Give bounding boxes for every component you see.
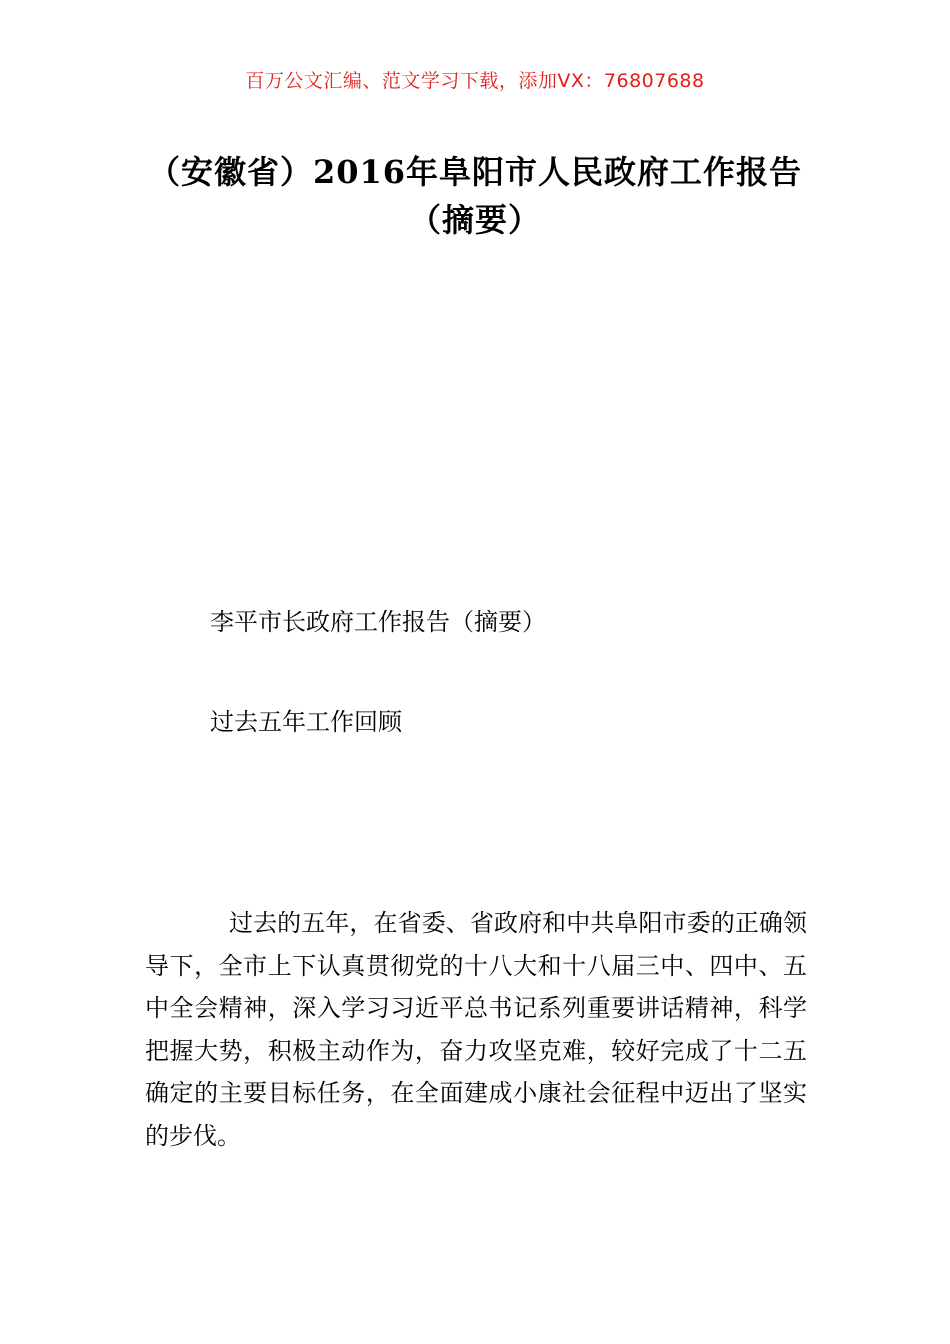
document-title: （安徽省）2016年阜阳市人民政府工作报告（摘要） <box>147 153 803 239</box>
body-paragraph: 过去的五年，在省委、省政府和中共阜阳市委的正确领导下，全市上下认真贯彻党的十八大和十八届三中、四中、五中全会精神，深入学习习近平总书记系列重要讲话精神，科学把握大势，积极主动作为，奋力攻坚克难，较好完成了十二五确定的主要目标任务，在全面建成小康社会征程中迈出了坚实的步伐。 <box>145 909 807 1150</box>
header-watermark-note: 百万公文汇编、范文学习下载，添加VX：76807688 <box>245 70 705 92</box>
report-subheading: 李平市长政府工作报告（摘要） <box>210 608 546 636</box>
review-subheading: 过去五年工作回顾 <box>210 708 402 736</box>
